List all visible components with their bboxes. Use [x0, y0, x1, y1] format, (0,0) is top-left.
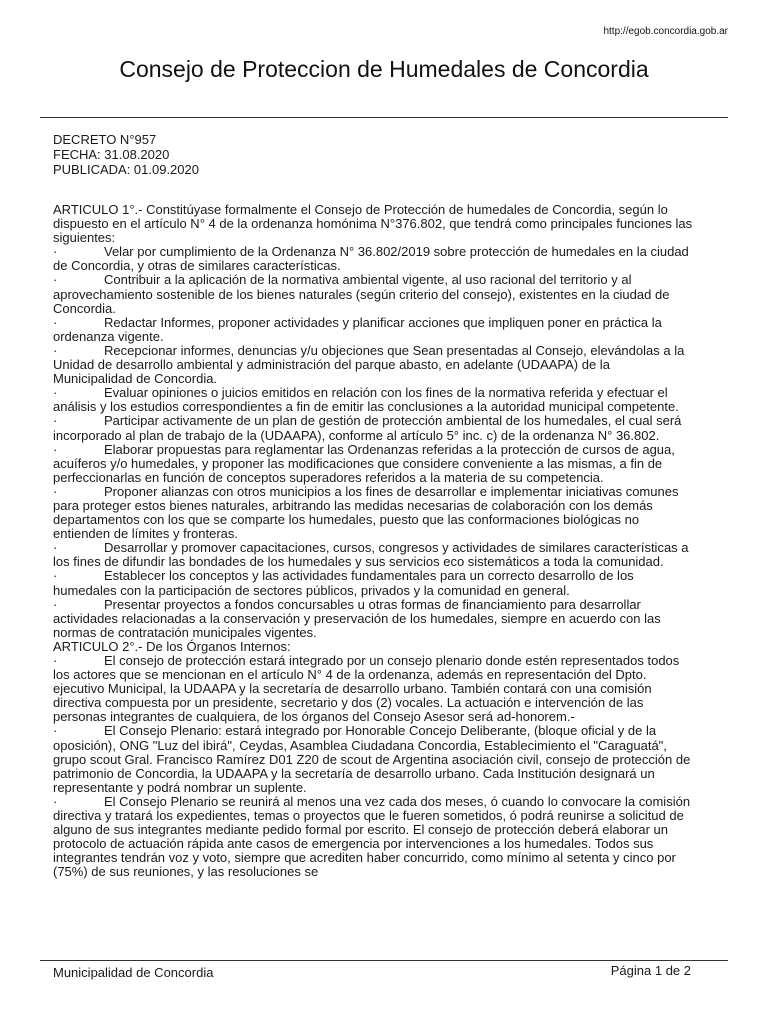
header-divider [40, 117, 728, 118]
decree-published: PUBLICADA: 01.09.2020 [53, 162, 199, 177]
list-item [53, 344, 693, 386]
decree-number: DECRETO N°957 [53, 132, 157, 147]
list-item-text: Velar por cumplimiento de la Ordenanza N° 36.802/2019 sobre protección de humedales en la ciudad de Concordia, y otras de similares características. [53, 244, 689, 274]
page-title: Consejo de Proteccion de Humedales de Concordia [119, 56, 649, 82]
list-item [53, 654, 693, 724]
bullet-icon: · [53, 342, 58, 358]
article-1-intro: ARTICULO 1°.- Constitúyase formalmente el Consejo de Protección de humedales de Concordia, según lo dispuesto en el artículo N° 4 de la ordenanza homónima N°376.802, que tendrá como principales funciones las siguientes: [53, 203, 693, 246]
site-url: http://egob.concordia.gob.ar [603, 26, 728, 37]
bullet-icon: · [53, 441, 58, 457]
bullet-icon: · [53, 596, 58, 612]
list-item-text: Proponer alianzas con otros municipios a los fines de desarrollar e implementar iniciativas comunes para proteger estos bienes naturales, arbitrando las medidas necesarias de colaboración con los demás departamentos con los que se comparte los humedales, puesto que las conformaciones biológicas no entienden de límites y fronteras. [53, 483, 679, 542]
list-item [53, 485, 693, 541]
list-item-text: Presentar proyectos a fondos concursables u otras formas de financiamiento para desarrollar actividades relacionadas a la conservación y preservación de los humedales, siempre en acuerdo con las normas de contratación municipales vigentes. [53, 596, 661, 640]
list-item [53, 273, 693, 315]
list-item [53, 598, 693, 640]
list-item [53, 245, 693, 273]
list-item-text: Evaluar opiniones o juicios emitidos en relación con los fines de la normativa referida y efectuar el análisis y los estudios correspondientes a fin de emitir las conclusiones a la autoridad municipal competente. [53, 385, 679, 415]
list-item-text: Participar activamente de un plan de gestión de protección ambiental de los humedales, el cual será incorporado al plan de trabajo de la (UDAAPA), conforme al artículo 5° inc. c) de la ordenanza N° 36.802. [53, 413, 682, 443]
list-item [53, 316, 693, 344]
list-item-text: Recepcionar informes, denuncias y/u objeciones que Sean presentadas al Consejo, elevándolas a la Unidad de desarrollo ambiental y administración del parque abasto, en adelante (UDAAPA) de la Municipalidad de Concordia. [53, 342, 685, 387]
bullet-icon: · [53, 568, 58, 584]
bullet-icon: · [53, 244, 58, 260]
list-item [53, 414, 693, 442]
bullet-icon: · [53, 314, 58, 330]
list-item-text: Elaborar propuestas para reglamentar las Ordenanzas referidas a la protección de cursos de agua, acuíferos y/o humedales, y proponer las modificaciones que considere conveniente a las mismas, a fin de perfeccionarlas en función de conceptos superadores referidos a la materia de su competencia. [53, 441, 675, 485]
page-number: Página 1 de 2 [610, 963, 691, 978]
list-item-text: Contribuir a la aplicación de la normativa ambiental vigente, al uso racional del territorio y al aprovechamiento sostenible de los bienes naturales (según criterio del consejo), existentes en la ciudad de Concordia. [53, 272, 670, 316]
list-item-text: Establecer los conceptos y las actividades fundamentales para un correcto desarrollo de los humedales con la participación de sectores públicos, privados y la comunidad en general. [53, 568, 634, 598]
bullet-icon: · [53, 540, 58, 556]
list-item-text: El Consejo Plenario: estará integrado por Honorable Concejo Deliberante, (bloque oficial y de la oposición), ONG "Luz del ibirá", Ceydas, Asamblea Ciudadana Concordia, Establecimiento el "Caraguatá", grupo scout Gral. Francisco Ramírez D01 Z20 de scout de Argentina asociación civil, consejo de protección de patrimonio de Concordia, la UDAAPA y la secretaría de desarrollo urbano. Cada Institución designará un representante y podrá nombrar un suplente. [53, 723, 691, 795]
bullet-icon: · [53, 385, 58, 401]
bullet-icon: · [53, 653, 58, 668]
article-1-list [53, 245, 693, 640]
list-item [53, 724, 693, 794]
decree-metadata [53, 132, 199, 177]
bullet-icon: · [53, 723, 58, 739]
bullet-icon: · [53, 793, 58, 809]
article-2-list [53, 654, 693, 880]
bullet-icon: · [53, 413, 58, 429]
footer-institution: Municipalidad de Concordia [53, 965, 214, 980]
list-item [53, 386, 693, 414]
list-item [53, 569, 693, 597]
list-item-text: Redactar Informes, proponer actividades y planificar acciones que impliquen poner en práctica la ordenanza vigente. [53, 314, 662, 344]
document-body [53, 203, 693, 955]
article-2-intro: ARTICULO 2°.- De los Órganos Internos: [53, 638, 291, 654]
bullet-icon: · [53, 483, 58, 499]
list-item-text: El consejo de protección estará integrado por un consejo plenario donde estén representados todos los actores que se mencionan en el artículo N° 4 de la ordenanza, además en representación del Dpto. ejecutivo Municipal, la UDAAPA y la secretaría de desarrollo urbano. También contará con una comisión directiva compuesta por un presidente, secretario y dos (2) vocales. La actuación e intervención de las personas integrantes de cualquiera, de los órganos del Consejo Asesor será ad-honorem.- [53, 653, 680, 725]
list-item [53, 795, 693, 880]
footer-divider [40, 960, 728, 961]
decree-date: FECHA: 31.08.2020 [53, 147, 170, 162]
bullet-icon: · [53, 272, 58, 288]
list-item-text: Desarrollar y promover capacitaciones, cursos, congresos y actividades de similares características a los fines de difundir las bondades de los humedales y sus servicios eco sistemáticos a toda la comunidad. [53, 540, 689, 570]
list-item-text: El Consejo Plenario se reunirá al menos una vez cada dos meses, ó cuando lo convocare la comisión directiva y tratará los expedientes, temas o proyectos que le fueren sometidos, ó podrá reunirse a solicitud de alguno de sus integrantes mediante pedido formal por escrito. El consejo de protección deberá elaborar un protocolo de actuación rápida ante casos de emergencia por intervenciones a los humedales. Todos sus integrantes tendrán voz y voto, siempre que acrediten haber concurrido, como mínimo al setenta y cinco por (75%) de sus reuniones, y las resoluciones se [53, 793, 691, 880]
list-item [53, 443, 693, 485]
list-item [53, 541, 693, 569]
